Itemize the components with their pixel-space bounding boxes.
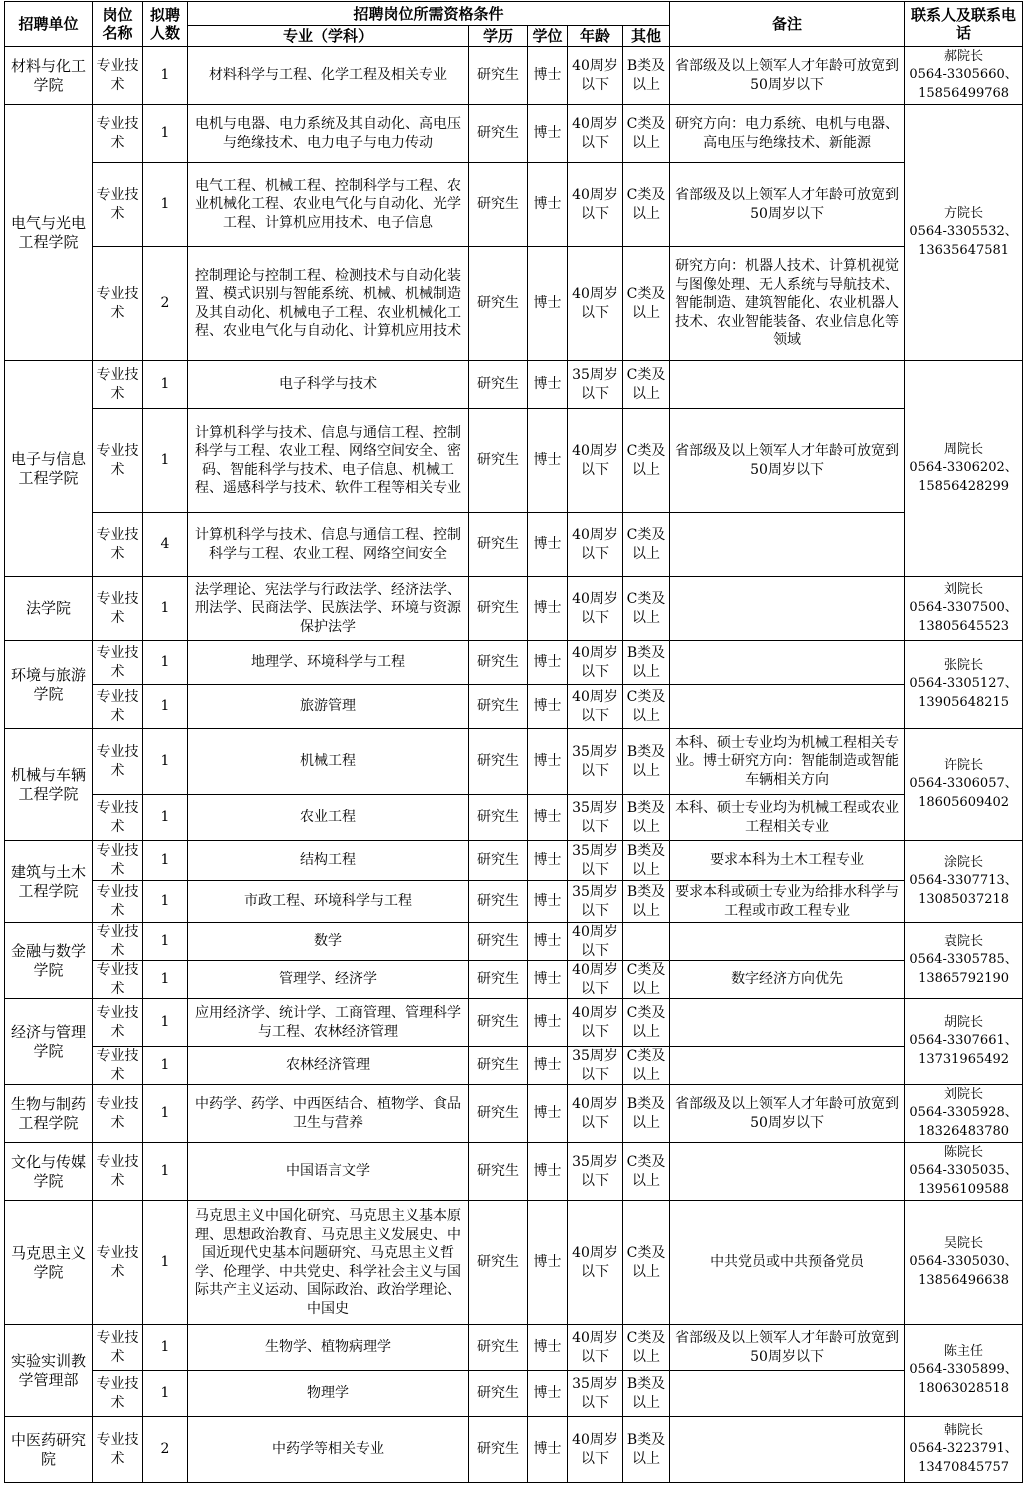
contact-cell bbox=[905, 1417, 1023, 1483]
count-cell: 1 bbox=[143, 1371, 188, 1417]
count-cell: 1 bbox=[143, 163, 188, 247]
contact-line: 0564-3306057、 bbox=[909, 776, 1018, 792]
post-cell: 专业技术 bbox=[93, 729, 143, 795]
age-cell: 40周岁以下 bbox=[568, 247, 623, 361]
age-cell: 40周岁以下 bbox=[568, 1085, 623, 1143]
other-cell: C类及以上 bbox=[623, 1047, 670, 1085]
other-cell: C类及以上 bbox=[623, 999, 670, 1047]
contact-line: 0564-3307713、 bbox=[909, 873, 1018, 889]
post-cell: 专业技术 bbox=[93, 361, 143, 409]
contact-line: 13956109588 bbox=[918, 1181, 1010, 1197]
header-major: 专业（学科） bbox=[188, 26, 469, 47]
education-cell: 研究生 bbox=[469, 1417, 528, 1483]
education-cell: 研究生 bbox=[469, 961, 528, 999]
education-cell: 研究生 bbox=[469, 105, 528, 163]
degree-cell: 博士 bbox=[528, 1201, 568, 1325]
contact-line: 袁院长 bbox=[944, 933, 984, 949]
education-cell: 研究生 bbox=[469, 163, 528, 247]
count-cell: 1 bbox=[143, 685, 188, 729]
contact-cell bbox=[905, 641, 1023, 729]
contact-line: 吴院长 bbox=[944, 1235, 984, 1251]
contact-line: 周院长 bbox=[944, 441, 984, 457]
age-cell: 40周岁以下 bbox=[568, 961, 623, 999]
other-cell: C类及以上 bbox=[623, 577, 670, 641]
remark-cell: 中共党员或中共预备党员 bbox=[670, 1201, 905, 1325]
remark-cell: 省部级及以上领军人才年龄可放宽到50周岁以下 bbox=[670, 1325, 905, 1371]
contact-line: 0564-3305127、 bbox=[909, 676, 1018, 692]
degree-cell: 博士 bbox=[528, 1047, 568, 1085]
contact-cell bbox=[905, 1325, 1023, 1417]
count-cell: 1 bbox=[143, 1143, 188, 1201]
table-row bbox=[5, 923, 1023, 961]
count-cell: 1 bbox=[143, 577, 188, 641]
contact-line: 18605609402 bbox=[918, 794, 1010, 810]
degree-cell: 博士 bbox=[528, 361, 568, 409]
post-cell: 专业技术 bbox=[93, 1143, 143, 1201]
remark-cell: 本科、硕士专业均为机械工程相关专业。博士研究方向：智能制造或智能车辆相关方向 bbox=[670, 729, 905, 795]
degree-cell: 博士 bbox=[528, 795, 568, 841]
contact-cell bbox=[905, 841, 1023, 923]
contact-cell bbox=[905, 105, 1023, 361]
education-cell: 研究生 bbox=[469, 513, 528, 577]
contact-line: 0564-3305532、 bbox=[909, 224, 1018, 240]
count-cell: 1 bbox=[143, 795, 188, 841]
major-cell: 生物学、植物病理学 bbox=[188, 1325, 469, 1371]
count-cell: 4 bbox=[143, 513, 188, 577]
post-cell: 专业技术 bbox=[93, 105, 143, 163]
count-cell: 2 bbox=[143, 247, 188, 361]
education-cell: 研究生 bbox=[469, 1085, 528, 1143]
table-row bbox=[5, 409, 1023, 513]
contact-line: 13856496638 bbox=[918, 1272, 1010, 1288]
major-cell: 应用经济学、统计学、工商管理、管理科学与工程、农林经济管理 bbox=[188, 999, 469, 1047]
age-cell: 40周岁以下 bbox=[568, 685, 623, 729]
other-cell bbox=[623, 923, 670, 961]
age-cell: 35周岁以下 bbox=[568, 361, 623, 409]
major-cell: 地理学、环境科学与工程 bbox=[188, 641, 469, 685]
other-cell: C类及以上 bbox=[623, 247, 670, 361]
education-cell: 研究生 bbox=[469, 999, 528, 1047]
post-cell: 专业技术 bbox=[93, 961, 143, 999]
other-cell: B类及以上 bbox=[623, 881, 670, 923]
remark-cell: 省部级及以上领军人才年龄可放宽到50周岁以下 bbox=[670, 47, 905, 105]
major-cell: 中国语言文学 bbox=[188, 1143, 469, 1201]
contact-line: 0564-3305899、 bbox=[909, 1362, 1018, 1378]
major-cell: 机械工程 bbox=[188, 729, 469, 795]
count-cell: 1 bbox=[143, 923, 188, 961]
major-cell: 电气工程、机械工程、控制科学与工程、农业机械化工程、农业电气化与自动化、光学工程、计算机应用技术、电子信息 bbox=[188, 163, 469, 247]
age-cell: 35周岁以下 bbox=[568, 1143, 623, 1201]
age-cell: 35周岁以下 bbox=[568, 881, 623, 923]
education-cell: 研究生 bbox=[469, 1047, 528, 1085]
age-cell: 35周岁以下 bbox=[568, 841, 623, 881]
major-cell: 中药学等相关专业 bbox=[188, 1417, 469, 1483]
post-cell: 专业技术 bbox=[93, 247, 143, 361]
education-cell: 研究生 bbox=[469, 923, 528, 961]
contact-line: 13905648215 bbox=[918, 694, 1010, 710]
unit-cell: 材料与化工学院 bbox=[5, 47, 93, 105]
contact-line: 18063028518 bbox=[918, 1380, 1010, 1396]
other-cell: B类及以上 bbox=[623, 1417, 670, 1483]
count-cell: 1 bbox=[143, 361, 188, 409]
table-row bbox=[5, 577, 1023, 641]
contact-cell bbox=[905, 923, 1023, 999]
header-count: 拟聘人数 bbox=[143, 2, 188, 47]
table-row bbox=[5, 1085, 1023, 1143]
age-cell: 40周岁以下 bbox=[568, 1201, 623, 1325]
other-cell: C类及以上 bbox=[623, 163, 670, 247]
other-cell: C类及以上 bbox=[623, 105, 670, 163]
major-cell: 电子科学与技术 bbox=[188, 361, 469, 409]
contact-line: 13805645523 bbox=[918, 618, 1010, 634]
age-cell: 40周岁以下 bbox=[568, 923, 623, 961]
remark-cell: 数字经济方向优先 bbox=[670, 961, 905, 999]
post-cell: 专业技术 bbox=[93, 1417, 143, 1483]
other-cell: B类及以上 bbox=[623, 841, 670, 881]
header-contact: 联系人及联系电话 bbox=[905, 2, 1023, 47]
other-cell: C类及以上 bbox=[623, 409, 670, 513]
major-cell: 材料科学与工程、化学工程及相关专业 bbox=[188, 47, 469, 105]
degree-cell: 博士 bbox=[528, 999, 568, 1047]
contact-cell bbox=[905, 1143, 1023, 1201]
degree-cell: 博士 bbox=[528, 1143, 568, 1201]
remark-cell: 研究方向：机器人技术、计算机视觉与图像处理、无人系统与导航技术、智能制造、建筑智能化、农业机器人技术、农业智能装备、农业信息化等领域 bbox=[670, 247, 905, 361]
post-cell: 专业技术 bbox=[93, 1371, 143, 1417]
education-cell: 研究生 bbox=[469, 577, 528, 641]
post-cell: 专业技术 bbox=[93, 577, 143, 641]
contact-line: 陈院长 bbox=[944, 1144, 984, 1160]
count-cell: 1 bbox=[143, 961, 188, 999]
contact-cell bbox=[905, 577, 1023, 641]
count-cell: 1 bbox=[143, 881, 188, 923]
count-cell: 1 bbox=[143, 409, 188, 513]
major-cell: 计算机科学与技术、信息与通信工程、控制科学与工程、农业工程、网络空间安全、密码、智能科学与技术、电子信息、机械工程、遥感科学与技术、软件工程等相关专业 bbox=[188, 409, 469, 513]
table-row bbox=[5, 685, 1023, 729]
degree-cell: 博士 bbox=[528, 961, 568, 999]
age-cell: 40周岁以下 bbox=[568, 641, 623, 685]
header-age: 年龄 bbox=[568, 26, 623, 47]
header-degree: 学位 bbox=[528, 26, 568, 47]
other-cell: C类及以上 bbox=[623, 1143, 670, 1201]
degree-cell: 博士 bbox=[528, 1325, 568, 1371]
post-cell: 专业技术 bbox=[93, 795, 143, 841]
contact-line: 0564-3305785、 bbox=[909, 952, 1018, 968]
degree-cell: 博士 bbox=[528, 1371, 568, 1417]
unit-cell: 实验实训教学管理部 bbox=[5, 1325, 93, 1417]
contact-line: 18326483780 bbox=[918, 1123, 1010, 1139]
unit-cell: 金融与数学学院 bbox=[5, 923, 93, 999]
major-cell: 法学理论、宪法学与行政法学、经济法学、刑法学、民商法学、民族法学、环境与资源保护法学 bbox=[188, 577, 469, 641]
table-row bbox=[5, 1143, 1023, 1201]
remark-cell bbox=[670, 1371, 905, 1417]
table-row bbox=[5, 795, 1023, 841]
degree-cell: 博士 bbox=[528, 577, 568, 641]
contact-cell bbox=[905, 1085, 1023, 1143]
degree-cell: 博士 bbox=[528, 409, 568, 513]
post-cell: 专业技术 bbox=[93, 163, 143, 247]
degree-cell: 博士 bbox=[528, 1417, 568, 1483]
other-cell: C类及以上 bbox=[623, 685, 670, 729]
degree-cell: 博士 bbox=[528, 47, 568, 105]
degree-cell: 博士 bbox=[528, 685, 568, 729]
count-cell: 1 bbox=[143, 999, 188, 1047]
contact-line: 刘院长 bbox=[944, 581, 984, 597]
degree-cell: 博士 bbox=[528, 247, 568, 361]
remark-cell bbox=[670, 1143, 905, 1201]
contact-line: 0564-3305035、 bbox=[909, 1163, 1018, 1179]
table-row bbox=[5, 47, 1023, 105]
table-body bbox=[5, 47, 1023, 1483]
education-cell: 研究生 bbox=[469, 641, 528, 685]
post-cell: 专业技术 bbox=[93, 409, 143, 513]
table-row bbox=[5, 999, 1023, 1047]
remark-cell bbox=[670, 513, 905, 577]
education-cell: 研究生 bbox=[469, 47, 528, 105]
count-cell: 1 bbox=[143, 1047, 188, 1085]
post-cell: 专业技术 bbox=[93, 47, 143, 105]
contact-cell bbox=[905, 729, 1023, 841]
education-cell: 研究生 bbox=[469, 361, 528, 409]
remark-cell: 本科、硕士专业均为机械工程或农业工程相关专业 bbox=[670, 795, 905, 841]
remark-cell bbox=[670, 641, 905, 685]
unit-cell: 电子与信息工程学院 bbox=[5, 361, 93, 577]
major-cell: 中药学、药学、中西医结合、植物学、食品卫生与营养 bbox=[188, 1085, 469, 1143]
degree-cell: 博士 bbox=[528, 881, 568, 923]
table-row bbox=[5, 163, 1023, 247]
post-cell: 专业技术 bbox=[93, 1325, 143, 1371]
age-cell: 35周岁以下 bbox=[568, 729, 623, 795]
contact-cell bbox=[905, 361, 1023, 577]
other-cell: C类及以上 bbox=[623, 1325, 670, 1371]
major-cell: 旅游管理 bbox=[188, 685, 469, 729]
post-cell: 专业技术 bbox=[93, 881, 143, 923]
education-cell: 研究生 bbox=[469, 881, 528, 923]
remark-cell: 要求本科为土木工程专业 bbox=[670, 841, 905, 881]
unit-cell: 马克思主义学院 bbox=[5, 1201, 93, 1325]
table-row bbox=[5, 1325, 1023, 1371]
other-cell: B类及以上 bbox=[623, 1371, 670, 1417]
table-row bbox=[5, 1047, 1023, 1085]
remark-cell: 省部级及以上领军人才年龄可放宽到50周岁以下 bbox=[670, 409, 905, 513]
degree-cell: 博士 bbox=[528, 841, 568, 881]
table-row bbox=[5, 1201, 1023, 1325]
degree-cell: 博士 bbox=[528, 729, 568, 795]
table-row bbox=[5, 361, 1023, 409]
age-cell: 40周岁以下 bbox=[568, 1417, 623, 1483]
count-cell: 2 bbox=[143, 1417, 188, 1483]
unit-cell: 机械与车辆工程学院 bbox=[5, 729, 93, 841]
contact-line: 0564-3223791、 bbox=[909, 1441, 1018, 1457]
other-cell: B类及以上 bbox=[623, 1085, 670, 1143]
contact-line: 涂院长 bbox=[944, 854, 984, 870]
other-cell: C类及以上 bbox=[623, 361, 670, 409]
contact-line: 郝院长 bbox=[944, 48, 984, 64]
contact-line: 陈主任 bbox=[944, 1343, 984, 1359]
contact-line: 13731965492 bbox=[918, 1051, 1010, 1067]
unit-cell: 文化与传媒学院 bbox=[5, 1143, 93, 1201]
contact-line: 张院长 bbox=[944, 657, 984, 673]
header-remark: 备注 bbox=[670, 2, 905, 47]
table-row bbox=[5, 641, 1023, 685]
unit-cell: 电气与光电工程学院 bbox=[5, 105, 93, 361]
remark-cell bbox=[670, 1417, 905, 1483]
remark-cell bbox=[670, 923, 905, 961]
other-cell: C类及以上 bbox=[623, 513, 670, 577]
remark-cell: 要求本科或硕士专业为给排水科学与工程或市政工程专业 bbox=[670, 881, 905, 923]
education-cell: 研究生 bbox=[469, 795, 528, 841]
education-cell: 研究生 bbox=[469, 1371, 528, 1417]
age-cell: 40周岁以下 bbox=[568, 47, 623, 105]
other-cell: B类及以上 bbox=[623, 729, 670, 795]
count-cell: 1 bbox=[143, 1325, 188, 1371]
age-cell: 40周岁以下 bbox=[568, 513, 623, 577]
major-cell: 管理学、经济学 bbox=[188, 961, 469, 999]
other-cell: C类及以上 bbox=[623, 1201, 670, 1325]
contact-cell bbox=[905, 999, 1023, 1085]
header-unit: 招聘单位 bbox=[5, 2, 93, 47]
post-cell: 专业技术 bbox=[93, 641, 143, 685]
post-cell: 专业技术 bbox=[93, 513, 143, 577]
table-row bbox=[5, 881, 1023, 923]
age-cell: 40周岁以下 bbox=[568, 577, 623, 641]
age-cell: 40周岁以下 bbox=[568, 163, 623, 247]
age-cell: 40周岁以下 bbox=[568, 999, 623, 1047]
contact-line: 0564-3307500、 bbox=[909, 600, 1018, 616]
contact-cell bbox=[905, 1201, 1023, 1325]
age-cell: 35周岁以下 bbox=[568, 1371, 623, 1417]
contact-line: 韩院长 bbox=[944, 1422, 984, 1438]
contact-line: 13470845757 bbox=[918, 1459, 1010, 1475]
header-conditions: 招聘岗位所需资格条件 bbox=[188, 2, 670, 26]
age-cell: 40周岁以下 bbox=[568, 409, 623, 513]
remark-cell: 省部级及以上领军人才年龄可放宽到50周岁以下 bbox=[670, 1085, 905, 1143]
contact-line: 胡院长 bbox=[944, 1014, 984, 1030]
table-row bbox=[5, 961, 1023, 999]
table-row bbox=[5, 1417, 1023, 1483]
unit-cell: 环境与旅游学院 bbox=[5, 641, 93, 729]
contact-line: 15856499768 bbox=[918, 85, 1010, 101]
post-cell: 专业技术 bbox=[93, 1201, 143, 1325]
education-cell: 研究生 bbox=[469, 247, 528, 361]
remark-cell bbox=[670, 577, 905, 641]
contact-line: 0564-3305928、 bbox=[909, 1105, 1018, 1121]
count-cell: 1 bbox=[143, 1085, 188, 1143]
recruitment-table bbox=[4, 1, 1023, 1483]
contact-line: 刘院长 bbox=[944, 1086, 984, 1102]
remark-cell bbox=[670, 999, 905, 1047]
degree-cell: 博士 bbox=[528, 1085, 568, 1143]
degree-cell: 博士 bbox=[528, 105, 568, 163]
contact-line: 13635647581 bbox=[918, 242, 1010, 258]
major-cell: 电机与电器、电力系统及其自动化、高电压与绝缘技术、电力电子与电力传动 bbox=[188, 105, 469, 163]
other-cell: B类及以上 bbox=[623, 795, 670, 841]
major-cell: 农业工程 bbox=[188, 795, 469, 841]
unit-cell: 建筑与土木工程学院 bbox=[5, 841, 93, 923]
table-row bbox=[5, 105, 1023, 163]
degree-cell: 博士 bbox=[528, 513, 568, 577]
other-cell: B类及以上 bbox=[623, 47, 670, 105]
table-row bbox=[5, 513, 1023, 577]
contact-line: 13865792190 bbox=[918, 970, 1010, 986]
age-cell: 35周岁以下 bbox=[568, 1047, 623, 1085]
degree-cell: 博士 bbox=[528, 923, 568, 961]
header-education: 学历 bbox=[469, 26, 528, 47]
remark-cell bbox=[670, 685, 905, 729]
remark-cell: 研究方向：电力系统、电机与电器、高电压与绝缘技术、新能源 bbox=[670, 105, 905, 163]
unit-cell: 法学院 bbox=[5, 577, 93, 641]
education-cell: 研究生 bbox=[469, 685, 528, 729]
post-cell: 专业技术 bbox=[93, 1047, 143, 1085]
education-cell: 研究生 bbox=[469, 1325, 528, 1371]
post-cell: 专业技术 bbox=[93, 1085, 143, 1143]
count-cell: 1 bbox=[143, 105, 188, 163]
age-cell: 40周岁以下 bbox=[568, 105, 623, 163]
count-cell: 1 bbox=[143, 729, 188, 795]
table-row bbox=[5, 1371, 1023, 1417]
major-cell: 马克思主义中国化研究、马克思主义基本原理、思想政治教育、马克思主义发展史、中国近现代史基本问题研究、马克思主义哲学、伦理学、中共党史、科学社会主义与国际共产主义运动、国际政治、政治学理论、中国史 bbox=[188, 1201, 469, 1325]
education-cell: 研究生 bbox=[469, 841, 528, 881]
contact-line: 0564-3307661、 bbox=[909, 1033, 1018, 1049]
table-row bbox=[5, 247, 1023, 361]
post-cell: 专业技术 bbox=[93, 999, 143, 1047]
major-cell: 物理学 bbox=[188, 1371, 469, 1417]
contact-line: 0564-3305660、 bbox=[909, 67, 1018, 83]
header-other: 其他 bbox=[623, 26, 670, 47]
age-cell: 40周岁以下 bbox=[568, 1325, 623, 1371]
post-cell: 专业技术 bbox=[93, 685, 143, 729]
major-cell: 计算机科学与技术、信息与通信工程、控制科学与工程、农业工程、网络空间安全 bbox=[188, 513, 469, 577]
contact-line: 0564-3306202、 bbox=[909, 460, 1018, 476]
major-cell: 控制理论与控制工程、检测技术与自动化装置、模式识别与智能系统、机械、机械制造及其自动化、机械电子工程、农业机械化工程、农业电气化与自动化、计算机应用技术 bbox=[188, 247, 469, 361]
major-cell: 数学 bbox=[188, 923, 469, 961]
education-cell: 研究生 bbox=[469, 1143, 528, 1201]
contact-cell bbox=[905, 47, 1023, 105]
table-row bbox=[5, 729, 1023, 795]
contact-line: 15856428299 bbox=[918, 478, 1010, 494]
contact-line: 13085037218 bbox=[918, 891, 1010, 907]
post-cell: 专业技术 bbox=[93, 923, 143, 961]
count-cell: 1 bbox=[143, 641, 188, 685]
remark-cell: 省部级及以上领军人才年龄可放宽到50周岁以下 bbox=[670, 163, 905, 247]
unit-cell: 中医药研究院 bbox=[5, 1417, 93, 1483]
unit-cell: 生物与制药工程学院 bbox=[5, 1085, 93, 1143]
remark-cell bbox=[670, 361, 905, 409]
contact-line: 许院长 bbox=[944, 757, 984, 773]
post-cell: 专业技术 bbox=[93, 841, 143, 881]
degree-cell: 博士 bbox=[528, 163, 568, 247]
major-cell: 结构工程 bbox=[188, 841, 469, 881]
other-cell: B类及以上 bbox=[623, 641, 670, 685]
count-cell: 1 bbox=[143, 1201, 188, 1325]
age-cell: 35周岁以下 bbox=[568, 795, 623, 841]
unit-cell: 经济与管理学院 bbox=[5, 999, 93, 1085]
education-cell: 研究生 bbox=[469, 1201, 528, 1325]
education-cell: 研究生 bbox=[469, 729, 528, 795]
education-cell: 研究生 bbox=[469, 409, 528, 513]
major-cell: 农林经济管理 bbox=[188, 1047, 469, 1085]
degree-cell: 博士 bbox=[528, 641, 568, 685]
count-cell: 1 bbox=[143, 47, 188, 105]
other-cell: C类及以上 bbox=[623, 961, 670, 999]
contact-line: 方院长 bbox=[944, 205, 984, 221]
header-post: 岗位名称 bbox=[93, 2, 143, 47]
major-cell: 市政工程、环境科学与工程 bbox=[188, 881, 469, 923]
contact-line: 0564-3305030、 bbox=[909, 1254, 1018, 1270]
remark-cell bbox=[670, 1047, 905, 1085]
table-row bbox=[5, 841, 1023, 881]
count-cell: 1 bbox=[143, 841, 188, 881]
